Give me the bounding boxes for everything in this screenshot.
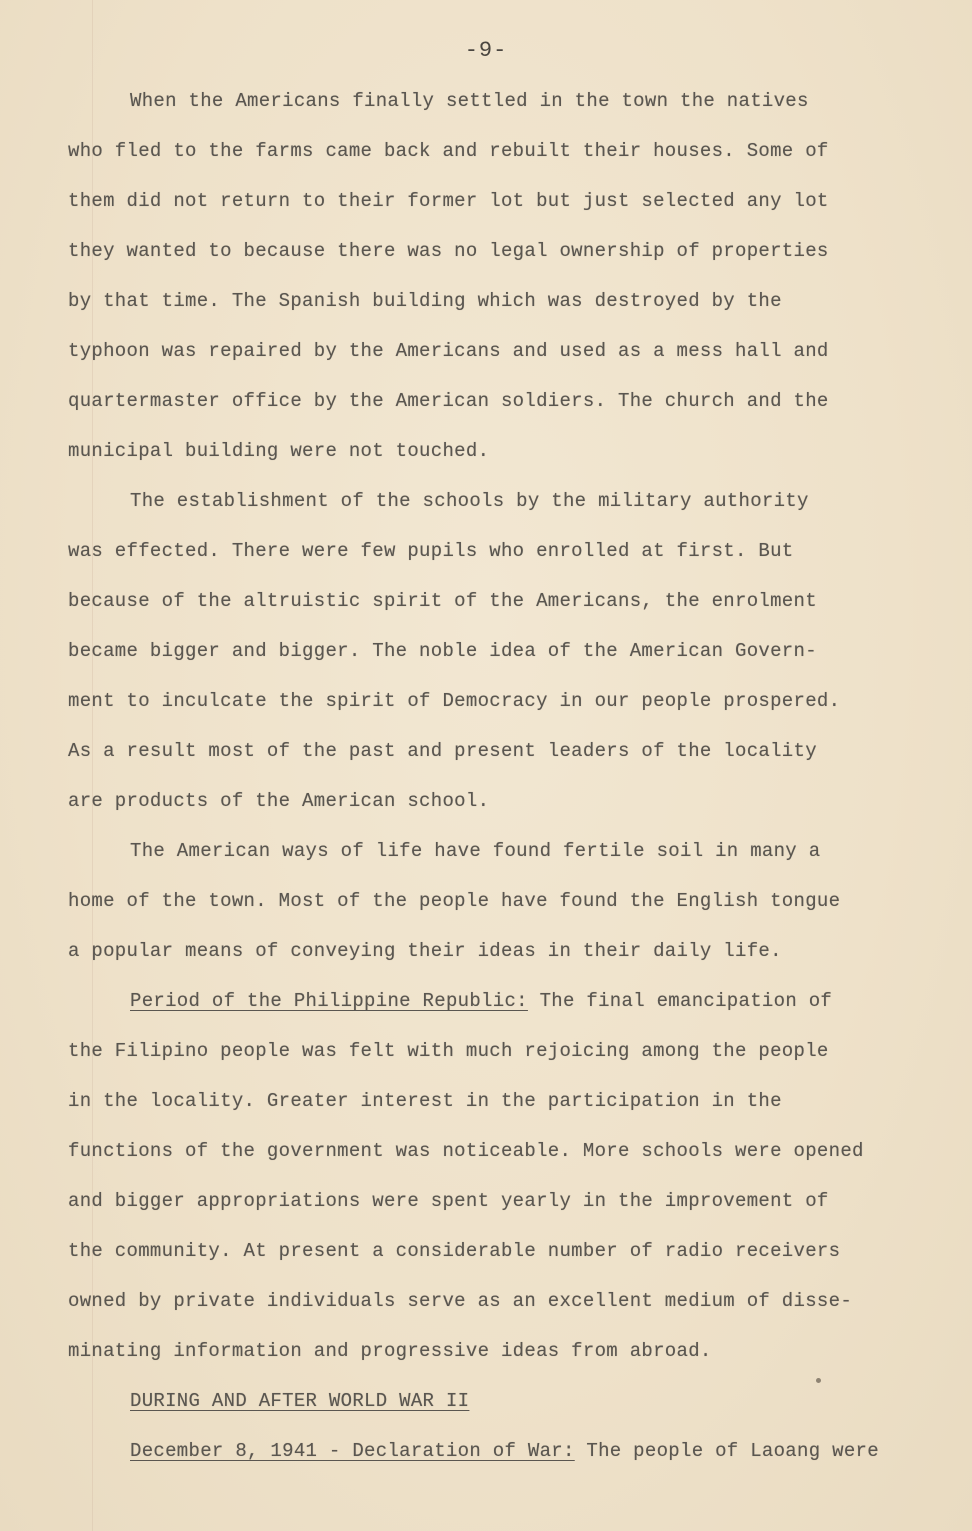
text-line: As a result most of the past and present leaders of the locality xyxy=(68,740,817,762)
page-number: -9- xyxy=(464,38,508,63)
text-line: became bigger and bigger. The noble idea of the American Govern- xyxy=(68,640,817,662)
text-run: The final emancipation of xyxy=(527,990,833,1012)
section-heading-declaration-of-war: December 8, 1941 - Declaration of War: xyxy=(130,1440,575,1462)
text-line: The American ways of life have found fertile soil in many a xyxy=(130,840,821,862)
text-line: the community. At present a considerable number of radio receivers xyxy=(68,1240,841,1262)
section-heading-world-war-ii: DURING AND AFTER WORLD WAR II xyxy=(130,1390,470,1412)
text-line: When the Americans finally settled in the town the natives xyxy=(130,90,809,112)
text-line: because of the altruistic spirit of the Americans, the enrolment xyxy=(68,590,817,612)
text-line: was effected. There were few pupils who enrolled at first. But xyxy=(68,540,794,562)
text-run: The people of Laoang were xyxy=(574,1440,879,1462)
text-line xyxy=(68,976,940,1026)
text-line: the Filipino people was felt with much rejoicing among the people xyxy=(68,1040,829,1062)
text-line: them did not return to their former lot but just selected any lot xyxy=(68,190,829,212)
section-heading-philippine-republic: Period of the Philippine Republic: xyxy=(130,990,528,1012)
text-line: municipal building were not touched. xyxy=(68,440,490,462)
document-body xyxy=(68,76,940,1476)
text-line: The establishment of the schools by the military authority xyxy=(130,490,809,512)
ink-smudge xyxy=(816,1378,821,1383)
text-line xyxy=(68,1426,940,1476)
text-line xyxy=(68,1376,940,1426)
text-line: owned by private individuals serve as an excellent medium of disse- xyxy=(68,1290,853,1312)
text-line: a popular means of conveying their ideas in their daily life. xyxy=(68,940,782,962)
text-line: ment to inculcate the spirit of Democracy in our people prospered. xyxy=(68,690,841,712)
text-line: typhoon was repaired by the Americans and used as a mess hall and xyxy=(68,340,829,362)
text-line: in the locality. Greater interest in the participation in the xyxy=(68,1090,782,1112)
text-line: by that time. The Spanish building which was destroyed by the xyxy=(68,290,782,312)
text-line: and bigger appropriations were spent yearly in the improvement of xyxy=(68,1190,829,1212)
text-line: home of the town. Most of the people have found the English tongue xyxy=(68,890,841,912)
text-line: are products of the American school. xyxy=(68,790,490,812)
text-line: minating information and progressive ideas from abroad. xyxy=(68,1340,712,1362)
text-line: quartermaster office by the American soldiers. The church and the xyxy=(68,390,829,412)
text-line: functions of the government was noticeable. More schools were opened xyxy=(68,1140,864,1162)
text-line: they wanted to because there was no legal ownership of properties xyxy=(68,240,829,262)
text-line: who fled to the farms came back and rebuilt their houses. Some of xyxy=(68,140,829,162)
